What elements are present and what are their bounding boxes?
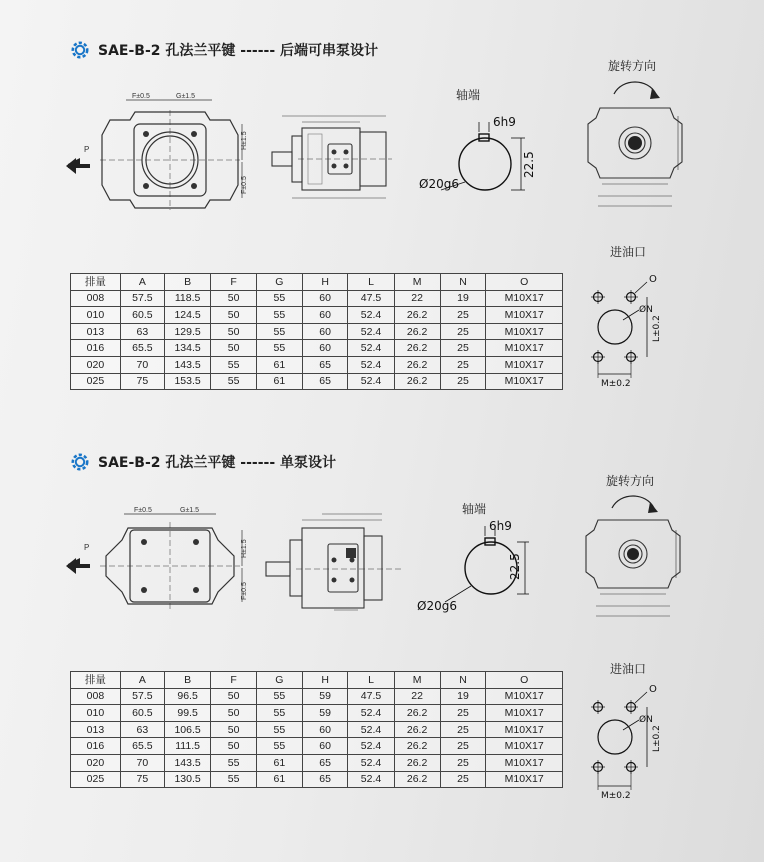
table-row [71,705,563,722]
table-header-row [71,672,563,689]
table-cell: 60.5 [120,705,164,722]
table-cell: 59 [302,688,348,705]
table-cell: 50 [211,307,257,324]
table-cell: 55 [256,705,302,722]
table-header-cell: L [348,672,394,689]
table-cell: 60 [302,340,348,357]
table-cell: 26.2 [394,340,440,357]
table-cell: M10X17 [486,373,563,390]
table-cell: 70 [120,356,164,373]
table-cell: M10X17 [486,340,563,357]
table-row [71,771,563,788]
table-row [71,738,563,755]
table-cell: 52.4 [348,738,394,755]
table-header-cell: A [120,274,164,291]
table-cell: 70 [120,754,164,771]
table-cell: 52.4 [348,771,394,788]
table-cell: 65 [302,373,348,390]
table-cell: 65.5 [120,340,164,357]
table-cell: 25 [440,340,486,357]
table-row [71,688,563,705]
table-cell: 96.5 [164,688,210,705]
g-dim-label: G±1.5 [180,507,200,514]
table-cell: M10X17 [486,705,563,722]
table-cell: 134.5 [164,340,210,357]
diameter-dim: Ø20g6 [417,599,457,613]
table-header-cell: B [164,672,210,689]
pump-side-drawing [262,510,412,620]
shaft-end-label: 轴端 [462,502,487,516]
spec-table [70,273,563,390]
shaft-end-drawing [415,112,540,207]
table-cell: 52.4 [348,705,394,722]
table-row [71,754,563,771]
table-header-cell: 排量 [71,274,121,291]
table-row [71,307,563,324]
table-cell: 57.5 [120,290,164,307]
spec-table [70,671,563,788]
table-row [71,356,563,373]
table-cell: 59 [302,705,348,722]
table-header-cell: 排量 [71,672,121,689]
rotation-label: 旋转方向 [608,59,657,73]
table-cell: 52.4 [348,754,394,771]
section-rear-tandem [0,0,764,420]
table-cell: 60 [302,290,348,307]
height-dim: 22.5 [522,151,536,178]
h-dim-label: H±1.5 [241,539,248,558]
table-cell: 26.2 [394,356,440,373]
rear-view-drawing [570,72,700,222]
table-cell: 75 [120,373,164,390]
table-cell: 25 [440,356,486,373]
shaft-end-drawing [415,518,540,618]
section-title: SAE-B-2 孔法兰平键 ------ 单泵设计 [98,455,336,471]
table-cell: 61 [256,771,302,788]
l-dim: L±0.2 [652,725,662,752]
table-header-cell: F [211,672,257,689]
table-cell: 55 [256,340,302,357]
section-header [70,452,336,472]
table-cell: 143.5 [164,754,210,771]
table-header-cell: H [302,274,348,291]
table-header-cell: N [440,274,486,291]
table-cell: 111.5 [164,738,210,755]
table-header-cell: H [302,672,348,689]
table-cell: M10X17 [486,356,563,373]
table-cell: 26.2 [394,323,440,340]
shaft-end-label: 轴端 [456,88,481,102]
table-cell: 153.5 [164,373,210,390]
table-cell: 025 [71,771,121,788]
table-header-cell: G [256,672,302,689]
height-dim: 22.5 [508,553,522,580]
table-cell: M10X17 [486,738,563,755]
table-cell: 60.5 [120,307,164,324]
keyway-dim: 6h9 [493,115,516,129]
table-cell: 61 [256,356,302,373]
table-cell: 19 [440,290,486,307]
table-cell: 25 [440,738,486,755]
table-cell: 26.2 [394,705,440,722]
table-row [71,373,563,390]
n-dim: ØN [639,305,653,315]
table-cell: M10X17 [486,688,563,705]
table-cell: 26.2 [394,307,440,324]
table-cell: 020 [71,754,121,771]
table-cell: 65 [302,754,348,771]
table-header-cell: A [120,672,164,689]
table-cell: 50 [211,323,257,340]
table-header-cell: L [348,274,394,291]
table-cell: 55 [211,754,257,771]
table-cell: 55 [211,771,257,788]
table-cell: 55 [256,307,302,324]
f-dim-label: F±0.5 [132,93,150,100]
table-cell: 47.5 [348,290,394,307]
f2-dim-label: F±0.5 [241,582,248,600]
g-dim-label: G±1.5 [176,93,196,100]
p-label: P [84,145,90,154]
table-cell: 26.2 [394,738,440,755]
inlet-label: 进油口 [610,662,647,676]
gear-icon [70,40,90,60]
table-cell: 19 [440,688,486,705]
table-cell: M10X17 [486,290,563,307]
table-cell: 025 [71,373,121,390]
table-cell: 50 [211,340,257,357]
table-cell: 016 [71,738,121,755]
pump-side-drawing [268,108,398,208]
table-cell: 106.5 [164,721,210,738]
table-row [71,340,563,357]
table-cell: 55 [256,738,302,755]
keyway-dim: 6h9 [489,519,512,533]
table-cell: 25 [440,307,486,324]
table-cell: 22 [394,688,440,705]
o-dim: O [649,274,657,285]
p-label: P [84,543,90,552]
table-cell: 50 [211,721,257,738]
section-header [70,40,378,60]
inlet-port-drawing [585,270,675,395]
table-header-cell: M [394,274,440,291]
table-header-cell: G [256,274,302,291]
table-cell: M10X17 [486,323,563,340]
table-cell: 52.4 [348,307,394,324]
table-cell: 47.5 [348,688,394,705]
table-cell: 55 [211,356,257,373]
l-dim: L±0.2 [652,315,662,342]
table-cell: 65.5 [120,738,164,755]
table-cell: 26.2 [394,373,440,390]
table-header-cell: O [486,274,563,291]
table-cell: M10X17 [486,307,563,324]
table-cell: 60 [302,721,348,738]
table-cell: 013 [71,721,121,738]
table-cell: 63 [120,323,164,340]
table-cell: 50 [211,290,257,307]
m-dim: M±0.2 [601,379,631,389]
table-cell: 143.5 [164,356,210,373]
inlet-label: 进油口 [610,245,647,259]
table-row [71,721,563,738]
table-cell: 020 [71,356,121,373]
table-cell: 22 [394,290,440,307]
table-cell: 55 [256,323,302,340]
table-cell: 25 [440,721,486,738]
rear-view-drawing [568,486,698,636]
diameter-dim: Ø20g6 [419,177,459,191]
table-cell: 129.5 [164,323,210,340]
table-cell: 50 [211,688,257,705]
f-dim-label: F±0.5 [134,507,152,514]
table-cell: 55 [256,290,302,307]
table-cell: 52.4 [348,340,394,357]
table-cell: 52.4 [348,323,394,340]
table-cell: M10X17 [486,721,563,738]
table-header-cell: O [486,672,563,689]
table-cell: 50 [211,738,257,755]
table-cell: 50 [211,705,257,722]
table-row [71,323,563,340]
table-cell: 118.5 [164,290,210,307]
o-dim: O [649,684,657,695]
m-dim: M±0.2 [601,791,631,801]
h-dim-label: H±1.5 [241,131,248,150]
table-cell: 57.5 [120,688,164,705]
table-cell: M10X17 [486,771,563,788]
n-dim: ØN [639,715,653,725]
table-cell: 61 [256,373,302,390]
section-title: SAE-B-2 孔法兰平键 ------ 后端可串泵设计 [98,43,378,59]
table-cell: 65 [302,771,348,788]
rotation-label: 旋转方向 [606,474,655,488]
table-cell: 52.4 [348,721,394,738]
table-cell: 99.5 [164,705,210,722]
table-cell: 52.4 [348,373,394,390]
table-cell: 60 [302,738,348,755]
table-cell: 52.4 [348,356,394,373]
table-cell: 63 [120,721,164,738]
table-cell: M10X17 [486,754,563,771]
table-cell: 26.2 [394,754,440,771]
table-cell: 016 [71,340,121,357]
table-header-cell: N [440,672,486,689]
table-cell: 25 [440,373,486,390]
section-single-pump [0,420,764,862]
table-cell: 25 [440,323,486,340]
table-cell: 65 [302,356,348,373]
table-header-cell: M [394,672,440,689]
table-header-cell: B [164,274,210,291]
table-cell: 55 [256,688,302,705]
table-cell: 013 [71,323,121,340]
inlet-port-drawing [585,684,675,809]
table-cell: 010 [71,705,121,722]
table-cell: 55 [211,373,257,390]
table-cell: 25 [440,705,486,722]
flange-front-drawing [60,504,260,629]
table-cell: 008 [71,290,121,307]
table-cell: 25 [440,754,486,771]
table-cell: 130.5 [164,771,210,788]
table-cell: 008 [71,688,121,705]
table-row [71,290,563,307]
flange-front-drawing [60,90,260,215]
table-cell: 26.2 [394,771,440,788]
table-cell: 55 [256,721,302,738]
table-cell: 75 [120,771,164,788]
table-header-row [71,274,563,291]
table-cell: 26.2 [394,721,440,738]
table-cell: 010 [71,307,121,324]
table-header-cell: F [211,274,257,291]
table-cell: 25 [440,771,486,788]
f2-dim-label: F±0.5 [241,176,248,194]
table-cell: 60 [302,323,348,340]
table-cell: 60 [302,307,348,324]
table-cell: 124.5 [164,307,210,324]
table-cell: 61 [256,754,302,771]
gear-icon [70,452,90,472]
